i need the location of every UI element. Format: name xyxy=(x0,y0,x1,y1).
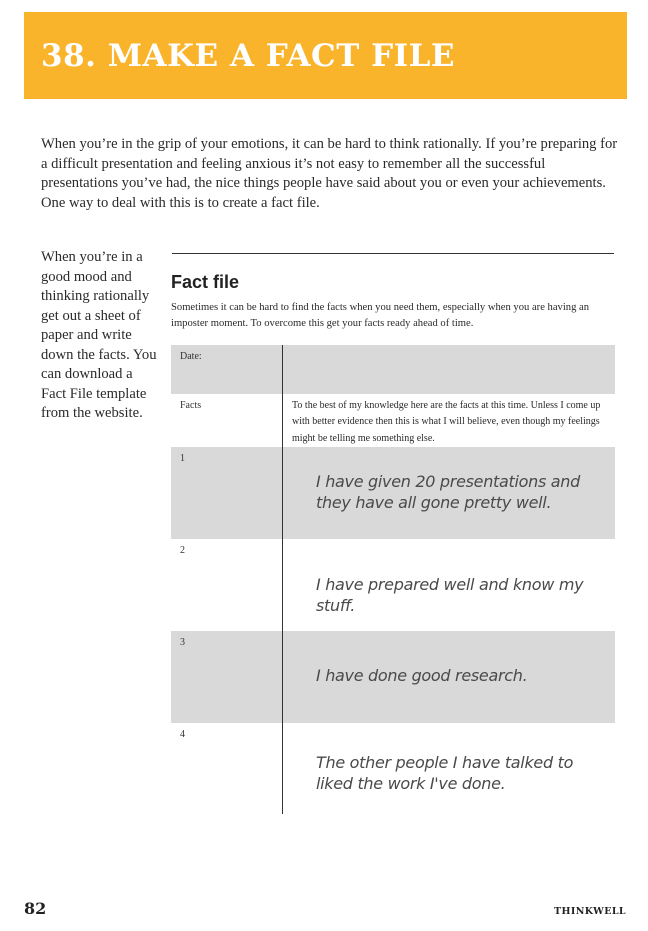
facts-label: Facts xyxy=(180,400,202,411)
fact-row-number: 4 xyxy=(180,729,185,740)
fact-row-text: I have done good research. xyxy=(316,666,528,685)
page-title: 38. MAKE A FACT FILE xyxy=(41,38,456,74)
footer-brand: THINKWELL xyxy=(554,906,626,917)
sidebar-note: When you’re in a good mood and thinking rationally get out a sheet of paper and write down the facts. You can download a Fact File template from the website. xyxy=(41,249,157,421)
fact-row-number: 2 xyxy=(180,545,185,556)
fact-row-number: 3 xyxy=(180,637,185,648)
fact-row-number: 1 xyxy=(180,453,185,464)
fact-file-title: Fact file xyxy=(171,272,240,292)
intro-paragraph: When you’re in the grip of your emotions, it can be hard to think rationally. If you’re preparing for a difficult presentation and feeling anxious it’s not easy to remember all the successful presentations you’ve had, the nice things people have said about you or even your achievements. One way to deal with this is to create a fact file. xyxy=(41,136,618,211)
title-banner xyxy=(24,12,627,99)
fact-file-table xyxy=(171,345,615,815)
fact-row-text: I have prepared well and know my stuff. xyxy=(316,575,584,615)
fact-row xyxy=(171,631,615,723)
section-divider xyxy=(172,253,614,254)
fact-file-description: Sometimes it can be hard to find the facts when you need them, especially when you are having an imposter moment. To overcome this get your facts ready ahead of time. xyxy=(171,302,590,330)
facts-intro-text: To the best of my knowledge here are the facts at this time. Unless I come up with better evidence then this is what I will believe, even though my feelings might be telling me something else. xyxy=(292,400,601,444)
table-column-divider xyxy=(282,345,283,814)
fact-row xyxy=(171,447,615,539)
fact-row-text: The other people I have talked to liked the work I've done. xyxy=(316,753,574,793)
fact-row xyxy=(171,539,615,631)
date-row xyxy=(171,345,615,394)
page-number: 82 xyxy=(24,899,47,918)
facts-header-row xyxy=(171,394,615,447)
fact-row-text: I have given 20 presentations and they have all gone pretty well. xyxy=(316,472,580,512)
fact-row xyxy=(171,723,615,815)
date-label: Date: xyxy=(180,351,202,362)
